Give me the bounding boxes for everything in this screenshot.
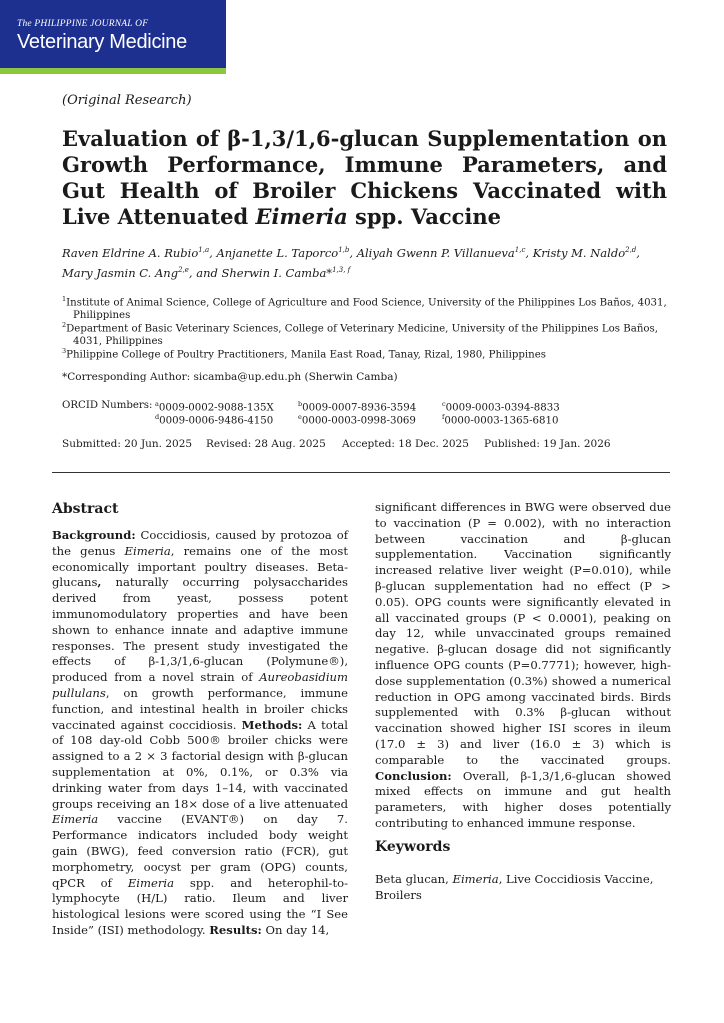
author-sup: 1,a — [198, 246, 210, 254]
author: Sherwin I. Camba* — [221, 265, 333, 280]
abstract-text: spp. and heterophil-to-lymphocyte (H/L) ratio. Ileum and liver histological lesions were scored using the “I See Inside” (ISI) methodology. — [52, 875, 349, 937]
abstract-text: , remains one of the most economically important poultry diseases. Beta-glucans — [52, 543, 348, 590]
author: Raven Eldrine A. Rubio — [62, 245, 199, 260]
date-revised: Revised: 28 Aug. 2025 — [206, 438, 326, 450]
affil-text: Institute of Animal Science, College of Agriculture and Food Science, University of the Philippines Los Baños, 4031, Philippines — [66, 297, 667, 322]
orcid-a — [155, 400, 274, 413]
results-label: Results: — [209, 922, 262, 937]
keywords-text — [375, 872, 671, 904]
abstract-italic: Aureobasidium pullulans — [52, 670, 348, 700]
abstract-text: naturally occurring polysaccharides derived from yeast, possess potent immunomodulatory properties and have been shown to enhance innate and adaptive immune responses. The present study investigated the effects of β-1,3/1,6-glucan (Polymune®), produced from a novel strain of — [52, 575, 348, 685]
affiliation-3 — [62, 345, 667, 361]
author-sep: , — [525, 245, 533, 260]
orcid-id: 0009-0007-8936-3594 — [302, 402, 417, 414]
author-sup: 1,3, f — [332, 265, 351, 274]
keyword-text: , Live Coccidiosis Vaccine, Broilers — [375, 872, 654, 902]
author: Anjanette L. Taporco — [216, 245, 339, 260]
abstract-text: Overall, β-1,3/1,6-glucan showed mixed effects on immune and gut health parameters, with higher doses potentially contributing to enhanced immune response. — [375, 768, 671, 830]
affil-sup: 3 — [62, 347, 67, 355]
author: Aliyah Gwenn P. Villanueva — [356, 245, 515, 260]
header-divider — [52, 472, 670, 473]
date-submitted: Submitted: 20 Jun. 2025 — [62, 438, 193, 450]
abstract-text: significant differences in BWG were observed due to vaccination (P = 0.002), with no interaction between vaccination and β-glucan supplementation. Vaccination significantly increased relative liver weight (P=0.010), while β-glucan supplementation had no effect (P > 0.05). OPG counts were significantly elevated in all vaccinated groups (P < 0.0001), peaking on day 12, while unvaccinated groups remained negative. β-glucan dosage did not significantly influence OPG counts (P=0.7771); however, high-dose supplementation (0.3%) showed a numerical reduction in OPG among vaccinated birds. Birds supplemented with 0.3% β-glucan without vaccination showed higher ISI scores in ileum (17.0 ± 3) and liver (16.0 ± 3) which is comparable to the vaccinated groups. — [375, 500, 671, 767]
orcid-b — [298, 400, 416, 413]
paper-title — [62, 126, 667, 230]
orcid-sup: d — [155, 413, 160, 421]
orcid-d — [155, 413, 273, 426]
abstract-left-column — [52, 528, 348, 939]
affil-sup: 1 — [62, 295, 67, 303]
affil-text: Philippine College of Poultry Practitioners, Manila East Road, Tanay, Rizal, 1980, Philippines — [66, 349, 546, 361]
article-type: (Original Research) — [62, 93, 192, 108]
abstract-text: A total of 108 day-old Cobb 500® broiler chicks were assigned to a 2 × 3 factorial design with β-glucan supplementation at 0%, 0.1%, or 0.3% via drinking water from days 1–14, with vaccinated groups receiving an 18× dose of a live attenuated — [52, 717, 348, 811]
title-text: Evaluation of β-1,3/1,6-glucan Supplementation on Growth Performance, Immune Parameters, and Gut Health of Broiler Chickens Vaccinated with Live Attenuated — [62, 126, 667, 229]
abstract-text: On day 14, — [261, 922, 330, 937]
author-sup: 1,c — [514, 246, 526, 254]
conclusion-label: Conclusion: — [375, 768, 452, 783]
background-label: Background: — [52, 528, 136, 542]
abstract-right-column — [375, 500, 671, 832]
affiliation-1 — [62, 293, 667, 322]
corresponding-author: *Corresponding Author: sicamba@up.edu.ph (Sherwin Camba) — [62, 371, 398, 383]
abstract-bold: , — [97, 575, 102, 590]
orcid-id: 0000-0003-0998-3069 — [301, 415, 416, 427]
keyword-italic: Eimeria — [452, 872, 499, 886]
orcid-id: 0009-0003-0394-8833 — [445, 402, 560, 414]
keywords-heading: Keywords — [375, 839, 451, 855]
author: Kristy M. Naldo — [532, 245, 626, 260]
orcid-id: 0000-0003-1365-6810 — [444, 415, 559, 427]
orcid-sup: c — [442, 400, 446, 408]
journal-accent-bar — [0, 68, 226, 74]
affil-text: Department of Basic Veterinary Sciences, College of Veterinary Medicine, University of the Philippines Los Baños, 4031, Philippines — [66, 323, 658, 348]
orcid-label: ORCID Numbers: — [62, 400, 153, 411]
affil-sup: 2 — [62, 321, 67, 329]
abstract-italic: Eimeria — [127, 875, 175, 890]
orcid-f — [442, 413, 558, 426]
keyword-text: Beta glucan, — [375, 872, 453, 886]
affiliation-2 — [62, 319, 667, 348]
author-sup: 2,d — [625, 246, 637, 254]
journal-name: Veterinary Medicine — [17, 31, 187, 53]
abstract-text: Coccidiosis, caused by protozoa of the genus — [52, 528, 348, 558]
author: Mary Jasmin C. Ang — [62, 265, 179, 280]
abstract-italic: Eimeria — [52, 812, 99, 827]
author-list — [62, 242, 667, 282]
abstract-heading: Abstract — [52, 501, 119, 517]
abstract-text: vaccine (EVANT®) on day 7. Performance indicators included body weight gain (BWG), feed conversion ratio (FCR), gut morphometry, oocyst per gram (OPG) counts, qPCR of — [52, 812, 348, 890]
orcid-sup: f — [442, 413, 445, 421]
author-sup: 1,b — [338, 246, 350, 254]
author-sep: , — [636, 245, 640, 260]
journal-header — [0, 0, 226, 68]
orcid-id: 0009-0002-9088-135X — [158, 402, 274, 414]
title-text-end: spp. Vaccine — [347, 204, 502, 229]
date-accepted: Accepted: 18 Dec. 2025 — [342, 438, 469, 450]
methods-label: Methods: — [241, 717, 303, 732]
journal-subtitle: The PHILIPPINE JOURNAL OF — [17, 19, 149, 29]
title-italic: Eimeria — [255, 204, 348, 229]
orcid-id: 0009-0006-9486-4150 — [159, 415, 274, 427]
author-sup: 2,e — [178, 265, 189, 274]
author-sep: , and — [188, 265, 222, 280]
author-sep: , — [209, 245, 217, 260]
orcid-sup: e — [298, 413, 302, 421]
orcid-sup: b — [298, 400, 303, 408]
orcid-sup: a — [155, 400, 159, 408]
abstract-text: , on growth performance, immune function, and intestinal health in broiler chicks vaccinated against coccidiosis. — [52, 685, 348, 732]
abstract-italic: Eimeria — [124, 543, 171, 558]
author-sep: , — [349, 245, 357, 260]
orcid-e — [298, 413, 416, 426]
orcid-c — [442, 400, 560, 413]
date-published: Published: 19 Jan. 2026 — [484, 438, 611, 450]
